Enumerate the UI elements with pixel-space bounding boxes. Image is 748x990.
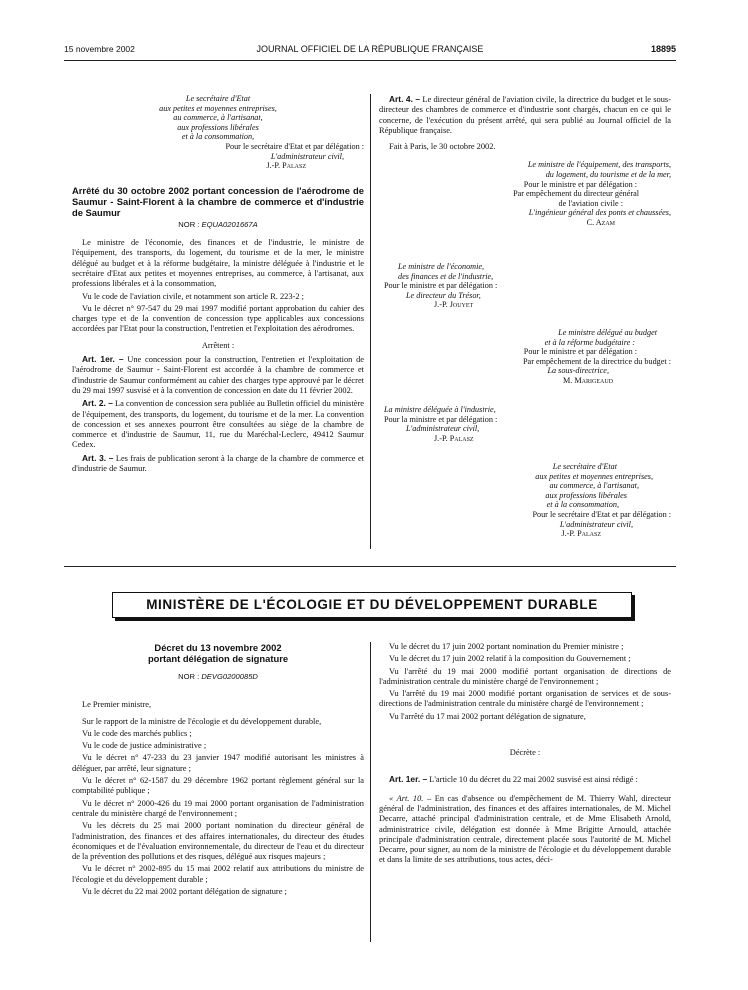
column-divider [370,642,371,942]
arretent: Arrêtent : [201,340,235,350]
sig-line: et à la réforme budgétaire : [544,337,635,347]
article-3 [72,453,364,475]
article-2 [72,398,364,450]
column-left-bottom [72,642,364,899]
paragraph: Vu l'arrêté du 17 mai 2002 portant délégation de signature, [389,711,586,721]
sig-name: M. Marigeaud [563,375,613,385]
decrete: Décrète : [509,748,541,758]
signature-block-budget [379,328,671,386]
sig-name: J.-P. Jouyet [434,300,474,310]
sig-line: Pour la ministre et par délégation : [384,414,498,424]
sig-line: aux petites et moyennes entreprises, [535,471,653,481]
signature-block [379,160,671,227]
column-right-bottom [379,642,671,868]
article-4 [379,94,671,136]
column-left-top [72,94,364,476]
sig-line: Le ministre de l'économie, [398,262,485,271]
arrete-nor [72,220,364,230]
signature-block-tresor [384,262,584,310]
header-date: 15 novembre 2002 [64,44,135,54]
sig-line: et à la consommation, [181,132,255,142]
article-label: Art. 3. – [82,452,114,463]
sig-line: Pour le ministre et par délégation : [384,281,498,291]
paragraph: Vu le décret n° 2000-426 du 19 mai 2000 portant organisation de l'administration centrale du ministère chargé de l'environnement ; [72,798,364,818]
sig-line: Le ministre de l'équipement, des transports, [527,160,671,170]
paragraph: Vu le décret du 22 mai 2002 portant délégation de signature ; [82,887,287,897]
article-text: L'article 10 du décret du 22 mai 2002 susvisé est ainsi rédigé : [429,775,638,785]
signature-block-industrie [384,405,584,443]
nor-code: EQUA0201667A [201,219,258,229]
header-page-number: 18895 [650,44,676,54]
article-text: Une concession pour la construction, l'entretien et l'exploitation de l'aérodrome de Saumur - Saint-Florent est accordée à la chambre de commerce et d'industrie de Saumur conformément au cahier des charges type approuvé par le décret du 29 mai 1997 susvisé et à la convention de concession en date du 11 février 2002. [72,355,364,395]
sig-line: et à la consommation, [546,500,619,510]
header-rule [64,60,676,61]
sig-line: Par empêchement de la directrice du budget : [523,356,671,366]
sig-line: aux professions libérales [177,122,259,132]
sig-line: Le ministre délégué au budget [558,328,657,337]
sig-line: Pour le ministre et par délégation : [523,347,637,357]
sig-line: du logement, du tourisme et de la mer, [545,170,671,180]
article-label: Art. 2. – [82,398,113,409]
article-text: La convention de concession sera publiée au Bulletin officiel du ministère de l'équipement, des transports, du logement, du tourisme et de la mer. La convention de concession et ses annexes pourront être consultées au siège de la chambre de commerce et d'industrie de Saumur, 11, rue du Maréchal-Leclerc, 49412 Saumur Cedex. [72,399,364,450]
paragraph: Vu l'arrêté du 19 mai 2000 modifié portant organisation de services et de sous-directions de l'administration centrale du ministère chargé de l'environnement ; [379,689,671,709]
sig-line: Pour le secrétaire d'Etat et par délégation : [532,509,671,519]
sig-name: J.-P. Palasz [266,161,306,171]
sig-line: aux professions libérales [545,490,627,500]
paragraph: Vu le décret n° 62-1587 du 29 décembre 1962 portant règlement général sur la comptabilité publique ; [72,776,364,796]
sig-line: Par empêchement du directeur général [513,189,639,199]
decret-article-1 [379,774,671,785]
paragraph: Vu le code des marchés publics ; [82,728,192,738]
sig-line: aux petites et moyennes entreprises, [159,103,277,113]
sig-name: C. Azam [586,218,615,228]
column-divider [370,94,371,549]
article-1 [72,354,364,396]
article-text: Les frais de publication seront à la charge de la chambre de commerce et d'industrie de Saumur. [72,453,364,473]
decret-nor [72,672,364,682]
sig-line: La ministre déléguée à l'industrie, [384,405,496,414]
paragraph: Vu le décret n° 97-547 du 29 mai 1997 modifié portant approbation du cahier des charges type et de la convention de concession type applicables aux concessions accordées par l'Etat pour la construction, l'entretien et l'exploitation des aérodromes. [72,303,364,334]
paragraph: Sur le rapport de la ministre de l'écologie et du développement durable, [82,716,322,726]
paragraph: Le Premier ministre, [82,700,152,710]
decret-article-10 [379,794,671,866]
sig-name: J.-P. Palasz [561,529,601,539]
section-rule [64,566,676,567]
sig-line: des finances et de l'industrie, [398,271,494,281]
sig-line: Le secrétaire d'Etat [552,462,617,471]
sig-name: J.-P. Palasz [434,433,474,443]
paragraph: Vu le décret n° 2002-895 du 15 mai 2002 relatif aux attributions du ministre de l'écologie et du développement durable ; [72,864,364,884]
article-text: Le directeur général de l'aviation civile, la directrice du budget et le sous-directeur des chambres de commerce et d'industrie sont chargés, chacun en ce qui le concerne, de l'exécution du présent arrêté, qui sera publié au Journal officiel de la République française. [379,95,671,135]
paragraph: Vu le décret du 17 juin 2002 relatif à la composition du Gouvernement ; [389,654,631,664]
paragraph: Vu le décret n° 47-233 du 23 janvier 1947 modifié autorisant les ministres à déléguer, par arrêté, leur signature ; [72,753,364,773]
signature-block [72,94,364,171]
arrete-title: Arrêté du 30 octobre 2002 portant concession de l'aérodrome de Saumur - Saint-Florent à la chambre de commerce et d'industrie de Saumur [72,184,364,218]
sig-line: au commerce, à l'artisanat, [173,113,263,123]
sig-line: Le secrétaire d'Etat [185,94,251,103]
paragraph: Le ministre de l'économie, des finances et de l'industrie, le ministre de l'équipement, des transports, du logement, du tourisme et de la mer, le ministre délégué au budget et à la réforme budgétaire, la ministre déléguée à l'industrie et le secrétaire d'Etat aux petites et moyennes entreprises, au commerce, à l'artisanat, aux professions libérales et à la consommation, [72,238,364,289]
paragraph: Vu le décret du 17 juin 2002 portant nomination du Premier ministre ; [389,642,624,651]
nor-code: DEVG0200085D [201,672,258,681]
signature-block-secretaire [379,462,671,539]
paragraph: Vu le code de justice administrative ; [82,741,207,751]
article-label: Art. 1er. – [389,774,428,785]
article-label: Art. 4. – [389,94,421,104]
sig-line: L'administrateur civil, [270,151,344,161]
sig-line: L'ingénieur général des ponts et chaussées, [528,208,671,218]
sig-line: au commerce, à l'artisanat, [549,481,639,491]
sig-line: Le directeur du Trésor, [406,290,481,300]
fait-a-paris: Fait à Paris, le 30 octobre 2002. [389,142,496,152]
sig-line: La sous-directrice, [547,366,609,376]
decret-title [72,642,364,664]
decret-title-line: Décret du 13 novembre 2002 [154,642,282,653]
sig-line: de l'aviation civile : [558,198,623,208]
paragraph: Vu les décrets du 25 mai 2000 portant nomination du directeur général de l'administration, des finances et des affaires internationales, du directeur des études économiques et de l'évaluation environnementale, du directeur de l'eau et du directeur de la prévention des pollutions et des risques, délégué aux risques majeurs ; [72,821,364,862]
decret-title-line: portant délégation de signature [147,653,289,664]
paragraph: Vu l'arrêté du 19 mai 2000 modifié portant organisation de directions de l'administration centrale du ministère chargé de l'environnement ; [379,666,671,686]
paragraph: Vu le code de l'aviation civile, et notamment son article R. 223-2 ; [82,291,304,301]
page-header [64,44,676,58]
sig-line: Pour le secrétaire d'Etat et par délégation : [225,141,364,151]
nor-label: NOR : [178,219,200,229]
article-text: En cas d'absence ou d'empêchement de M. Thierry Wahl, directeur général de l'administration, des finances et des affaires internationales, de M. Michel Decarre, attaché principal d'administration centrale, et de Mme Elisabeth Arnold, administratrice civile, délégation est donnée à Mme Brigitte Arnould, attachée principale d'administration centrale, directement placée sous l'autorité de M. Michel Decarre, pour signer, au nom de la ministre de l'écologie et du développement durable et dans la limite de ses attributions, tous actes, déci- [379,793,672,865]
nor-label: NOR : [178,672,200,681]
article-label: Art. 1er. – [82,354,124,365]
article-label: « Art. 10. – [389,793,432,803]
sig-line: Pour le ministre et par délégation : [523,179,637,189]
ministry-banner: MINISTÈRE DE L'ÉCOLOGIE ET DU DÉVELOPPEMENT DURABLE [112,592,632,618]
sig-line: L'administrateur civil, [406,424,480,434]
header-journal: JOURNAL OFFICIEL DE LA RÉPUBLIQUE FRANÇAISE [256,44,484,54]
sig-line: L'administrateur civil, [559,519,633,529]
column-right-top [379,94,671,228]
